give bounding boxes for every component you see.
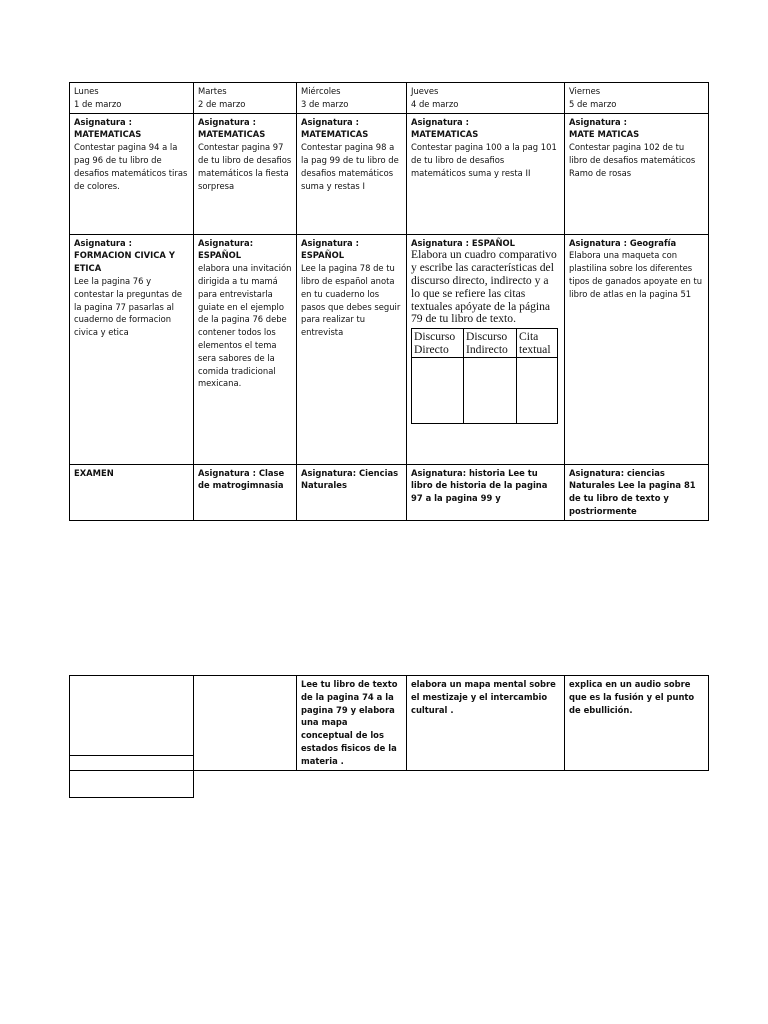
subjects-row bbox=[70, 234, 709, 464]
cell-thu-math bbox=[407, 113, 565, 234]
day-label: Miércoles bbox=[301, 86, 341, 96]
continuation-extra-table bbox=[69, 755, 194, 798]
cont-cell-wed: Lee tu libro de texto de la pagina 74 a la pagina 79 y elabora una mapa conceptual de los estados fisicos de la materia . bbox=[297, 676, 407, 771]
cont-cell-thu: elabora un mapa mental sobre el mestizaje y el intercambio cultural . bbox=[407, 676, 565, 771]
date-label: 2 de marzo bbox=[198, 98, 246, 109]
cell-fri-ciencias: Asignatura: ciencias Naturales Lee la pagina 81 de tu libro de texto y postriormente bbox=[565, 464, 709, 520]
subject-name: MATEMATICAS bbox=[74, 129, 142, 140]
date-label: 3 de marzo bbox=[301, 98, 349, 109]
subject-name: ESPAÑOL bbox=[471, 237, 515, 248]
date-label: 4 de marzo bbox=[411, 98, 459, 109]
task-text: Contestar pagina 100 a la pag 101 de tu libro de desafios matemáticos suma y resta II bbox=[411, 142, 557, 178]
cell-thu-espanol bbox=[407, 234, 565, 464]
subject-label: Asignatura : bbox=[74, 116, 132, 127]
date-label: 1 de marzo bbox=[74, 98, 122, 109]
comparison-empty-cell bbox=[517, 358, 558, 424]
subject-label: Asignatura : bbox=[411, 116, 469, 127]
date-label: 5 de marzo bbox=[569, 98, 617, 109]
task-text: Contestar pagina 94 a la pag 96 de tu libro de desafios matemáticos tiras de colores. bbox=[74, 142, 188, 191]
subject-name: ESPAÑOL bbox=[198, 250, 242, 261]
math-row bbox=[70, 113, 709, 234]
schedule-table bbox=[69, 82, 709, 521]
day-label: Martes bbox=[198, 86, 227, 96]
cell-wed-espanol bbox=[297, 234, 407, 464]
cell-wed-math bbox=[297, 113, 407, 234]
cont-cell-tue bbox=[194, 676, 297, 771]
cell-tue-math bbox=[194, 113, 297, 234]
subject-name: Geografía bbox=[629, 237, 677, 248]
cell-mon-examen: EXAMEN bbox=[70, 464, 194, 520]
subject-label: Asignatura : bbox=[301, 116, 359, 127]
comparison-table bbox=[411, 328, 558, 424]
cell-mon-math bbox=[70, 113, 194, 234]
continuation-extra-row bbox=[70, 756, 194, 798]
cell-wed-ciencias: Asignatura: Ciencias Naturales bbox=[297, 464, 407, 520]
comparison-empty-cell bbox=[464, 358, 517, 424]
comparison-header-cell: Cita textual bbox=[517, 329, 558, 358]
day-label: Viernes bbox=[569, 86, 601, 96]
task-text: Contestar pagina 102 de tu libro de desafios matemáticos Ramo de rosas bbox=[569, 142, 696, 178]
cont-cell-fri: explica en un audio sobre que es la fusión y el punto de ebullición. bbox=[565, 676, 709, 771]
third-row bbox=[70, 464, 709, 520]
task-text: elabora una invitación dirigida a tu mamá para entrevistarla guiate en el ejemplo de la pagina 76 debe contener todos los elementos el tema sera sabores de la comida tradicional mexicana. bbox=[198, 263, 292, 389]
header-cell-martes bbox=[194, 83, 297, 114]
comparison-empty-row bbox=[412, 358, 558, 424]
cell-fri-geografia bbox=[565, 234, 709, 464]
comparison-header-cell: Discurso Indirecto bbox=[464, 329, 517, 358]
comparison-empty-cell bbox=[412, 358, 464, 424]
header-cell-lunes bbox=[70, 83, 194, 114]
task-text: Elabora una maqueta con plastilina sobre los diferentes tipos de ganados apoyate en tu libro de atlas en la pagina 51 bbox=[569, 250, 703, 299]
cell-thu-historia: Asignatura: historia Lee tu libro de historia de la pagina 97 a la pagina 99 y bbox=[407, 464, 565, 520]
task-text: Contestar pagina 97 de tu libro de desafios matemáticos la fiesta sorpresa bbox=[198, 142, 292, 191]
header-row bbox=[70, 83, 709, 114]
subject-label: Asignatura: bbox=[198, 237, 254, 248]
cont-extra-cell bbox=[70, 756, 194, 798]
header-cell-viernes bbox=[565, 83, 709, 114]
subject-name: MATEMATICAS bbox=[198, 129, 266, 140]
header-cell-miercoles bbox=[297, 83, 407, 114]
cell-fri-math bbox=[565, 113, 709, 234]
subject-name: MATEMATICAS bbox=[301, 129, 369, 140]
subject-name: FORMACION CIVICA Y ETICA bbox=[74, 250, 175, 274]
cell-tue-espanol bbox=[194, 234, 297, 464]
header-cell-jueves bbox=[407, 83, 565, 114]
subject-label: Asignatura : bbox=[411, 237, 472, 248]
cell-tue-matrogimnasia: Asignatura : Clase de matrogimnasia bbox=[194, 464, 297, 520]
subject-label: Asignatura : bbox=[569, 237, 630, 248]
task-text: Elabora un cuadro comparativo y escribe las características del discurso directo, indirecto y a lo que se refiere las citas textuales apóyate de la página 79 de tu libro de texto. bbox=[411, 248, 557, 326]
task-text: Lee la pagina 76 y contestar la preguntas de la pagina 77 pasarlas al cuaderno de formacion civica y etica bbox=[74, 275, 183, 338]
subject-name: MATEMATICAS bbox=[411, 129, 479, 140]
subject-label: Asignatura : bbox=[74, 237, 132, 248]
subject-label: Asignatura : ESPAÑOL bbox=[301, 237, 359, 261]
task-text: Lee la pagina 78 de tu libro de español anota en tu cuaderno los pasos que debes seguir para realizar tu entrevista bbox=[301, 263, 401, 338]
cell-mon-civica bbox=[70, 234, 194, 464]
task-text: Contestar pagina 98 a la pag 99 de tu libro de desafios matemáticos suma y restas I bbox=[301, 142, 399, 191]
subject-label: Asignatura : bbox=[198, 116, 256, 127]
subject-name: MATE MATICAS bbox=[569, 129, 640, 140]
subject-label: Asignatura : bbox=[569, 116, 627, 127]
day-label: Lunes bbox=[74, 86, 99, 96]
comparison-header-cell: Discurso Directo bbox=[412, 329, 464, 358]
comparison-header-row bbox=[412, 329, 558, 358]
day-label: Jueves bbox=[411, 86, 439, 96]
